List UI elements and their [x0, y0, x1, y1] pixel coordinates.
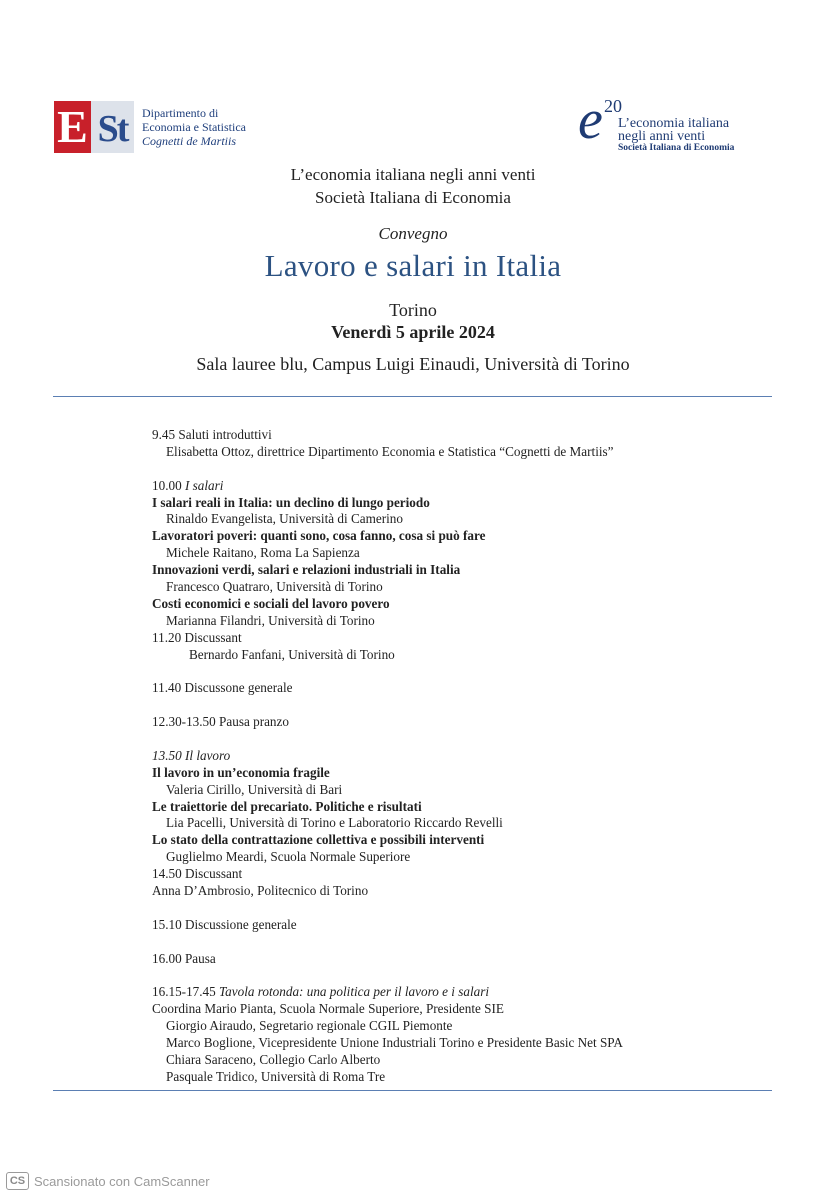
talk-speaker: Lia Pacelli, Università di Torino e Laboratorio Riccardo Revelli [166, 815, 503, 831]
talk-title: Innovazioni verdi, salari e relazioni industriali in Italia [152, 562, 461, 578]
talk-speaker: Guglielmo Meardi, Scuola Normale Superiore [166, 849, 411, 865]
talk-title: Il lavoro in un’economia fragile [152, 764, 330, 780]
scanner-watermark [6, 1172, 210, 1190]
roundtable-chair: Coordina Mario Pianta, Scuola Normale Superiore, Presidente SIE [152, 1001, 504, 1017]
session-time: 10.00 [152, 477, 185, 493]
talk-title: I salari reali in Italia: un declino di lungo periodo [152, 494, 430, 510]
discussant-time: 11.20 Discussant [152, 629, 242, 645]
est-logo-e: E [54, 101, 91, 153]
roundtable-panelist: Giorgio Airaudo, Segretario regionale CGIL Piemonte [166, 1018, 453, 1034]
talk-speaker: Francesco Quatraro, Università di Torino [166, 579, 383, 595]
e20-logo-line3: Società Italiana di Economia [618, 143, 735, 153]
divider-bottom [53, 1090, 772, 1091]
session-heading [152, 984, 752, 1001]
e20-logo-line1: L’economia italiana [618, 116, 730, 131]
general-discussion: 11.40 Discussone generale [152, 680, 293, 696]
talk-speaker: Rinaldo Evangelista, Università di Camerino [166, 511, 403, 527]
roundtable-panelist: Chiara Saraceno, Collegio Carlo Alberto [166, 1051, 381, 1067]
general-discussion: 15.10 Discussione generale [152, 916, 297, 932]
session-label: Tavola rotonda: una politica per il lavoro e i salari [219, 984, 490, 1000]
department-logo [54, 101, 246, 153]
pause: 16.00 Pausa [152, 950, 216, 966]
roundtable-panelist: Marco Boglione, Vicepresidente Unione Industriali Torino e Presidente Basic Net SPA [166, 1035, 623, 1051]
department-line1: Dipartimento di [142, 106, 219, 120]
department-name [142, 106, 246, 148]
event-city: Torino [389, 300, 437, 320]
talk-title: Costi economici e sociali del lavoro povero [152, 595, 390, 611]
program-item-speaker: Elisabetta Ottoz, direttrice Dipartimento Economia e Statistica “Cognetti de Martiis” [166, 443, 614, 459]
event-date: Venerdì 5 aprile 2024 [331, 322, 495, 342]
e20-logo-number: 20 [604, 96, 622, 116]
e20-logo [578, 89, 748, 156]
est-logo-st: St [91, 101, 134, 153]
talk-title: Lavoratori poveri: quanti sono, cosa fanno, cosa si può fare [152, 528, 486, 544]
program [152, 427, 752, 1086]
event-venue: Sala lauree blu, Campus Luigi Einaudi, Università di Torino [196, 354, 630, 374]
lunch-break: 12.30-13.50 Pausa pranzo [152, 714, 289, 730]
talk-title: Lo stato della contrattazione collettiva e possibili interventi [152, 832, 485, 848]
event-type: Convegno [378, 224, 448, 243]
session-heading: 13.50 Il lavoro [152, 747, 231, 763]
session-heading [152, 478, 752, 495]
est-logo-mark [54, 101, 134, 153]
session-label: I salari [184, 477, 224, 493]
discussant-time: 14.50 Discussant [152, 866, 243, 882]
society-name: Società Italiana di Economia [315, 188, 511, 207]
e20-logo-line2: negli anni venti [618, 129, 706, 144]
talk-speaker: Marianna Filandri, Università di Torino [166, 612, 375, 628]
talk-speaker: Valeria Cirillo, Università di Bari [166, 781, 343, 797]
e20-logo-mark: e [578, 89, 603, 151]
department-line3: Cognetti de Martiis [142, 134, 236, 148]
page-title: Lavoro e salari in Italia [264, 248, 562, 283]
divider-top [53, 396, 772, 397]
session-time: 16.15-17.45 [152, 984, 220, 1000]
discussant-speaker: Anna D’Ambrosio, Politecnico di Torino [152, 883, 369, 899]
talk-title: Le traiettorie del precariato. Politiche e risultati [152, 798, 422, 814]
program-item-time: 9.45 Saluti introduttivi [152, 427, 272, 442]
discussant-speaker: Bernardo Fanfani, Università di Torino [189, 646, 395, 662]
department-line2: Economia e Statistica [142, 120, 246, 134]
series-title: L’economia italiana negli anni venti [290, 165, 536, 184]
camscanner-icon: CS [6, 1172, 29, 1190]
watermark-text: Scansionato con CamScanner [34, 1173, 210, 1189]
roundtable-panelist: Pasquale Tridico, Università di Roma Tre [166, 1068, 386, 1084]
talk-speaker: Michele Raitano, Roma La Sapienza [166, 545, 360, 561]
